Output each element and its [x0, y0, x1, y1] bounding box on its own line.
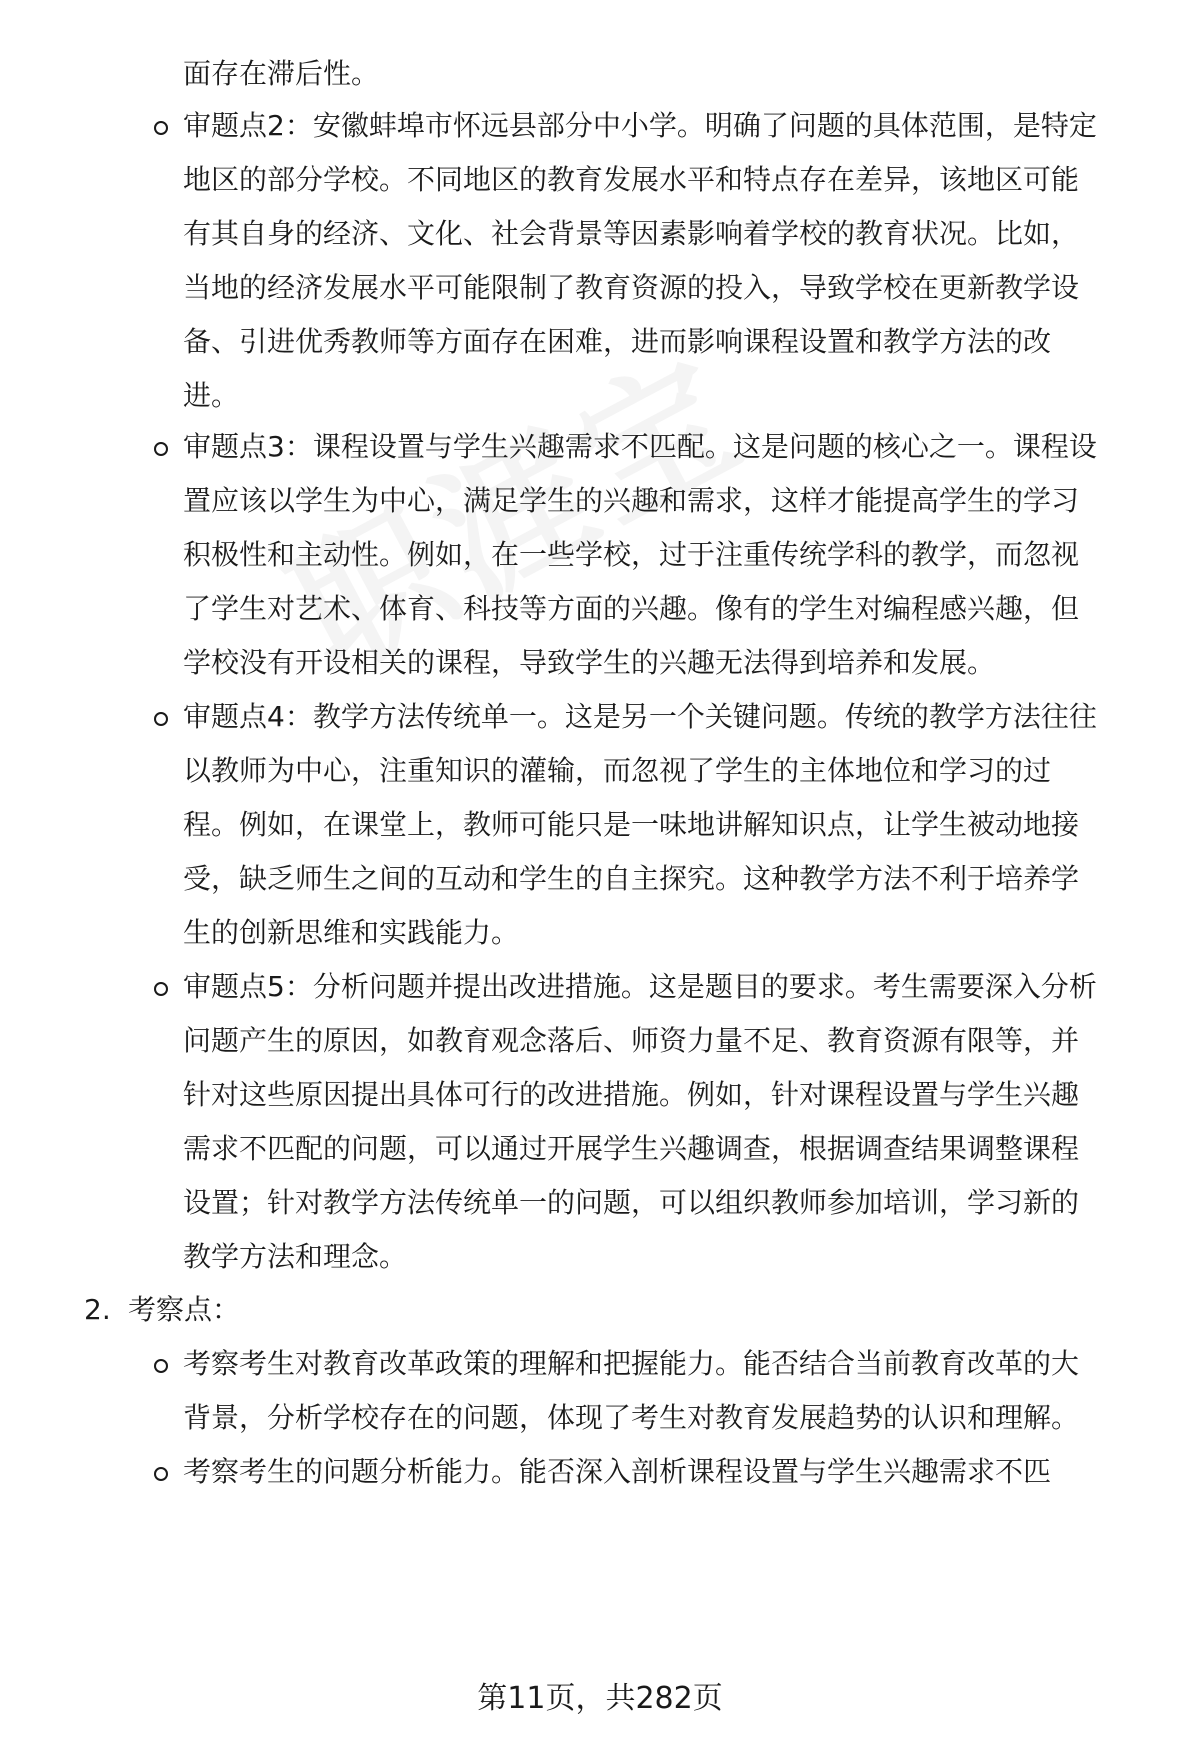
review-point-4-line-4: 受，缺乏师生之间的互动和学生的自主探究。这种教学方法不利于培养学	[183, 862, 1080, 895]
review-point-3-line-4: 了学生对艺术、体育、科技等方面的兴趣。像有的学生对编程感兴趣，但	[183, 592, 1080, 625]
review-point-5-line-5: 设置；针对教学方法传统单一的问题，可以组织教师参加培训，学习新的	[183, 1186, 1080, 1219]
review-point-2-line-5: 备、引进优秀教师等方面存在困难，进而影响课程设置和教学方法的改	[183, 325, 1052, 358]
review-point-3-line-2: 置应该以学生为中心，满足学生的兴趣和需求，这样才能提高学生的学习	[183, 484, 1080, 517]
review-point-5-line-4: 需求不匹配的问题，可以通过开展学生兴趣调查，根据调查结果调整课程	[183, 1132, 1080, 1165]
review-point-4-line-5: 生的创新思维和实践能力。	[183, 916, 520, 949]
review-point-2-line-4: 当地的经济发展水平可能限制了教育资源的投入，导致学校在更新教学设	[183, 271, 1080, 304]
review-point-5-line-2: 问题产生的原因，如教育观念落后、师资力量不足、教育资源有限等，并	[183, 1024, 1080, 1057]
section-number: 2.	[84, 1293, 111, 1326]
bullet-circle-icon	[154, 712, 168, 726]
bullet-circle-icon	[154, 442, 168, 456]
review-point-5-line-6: 教学方法和理念。	[183, 1240, 408, 1273]
section-title: 考察点：	[128, 1293, 241, 1326]
review-point-2-line-3: 有其自身的经济、文化、社会背景等因素影响着学校的教育状况。比如，	[183, 217, 1080, 250]
review-point-3-line-1: 审题点3：课程设置与学生兴趣需求不匹配。这是问题的核心之一。课程设	[183, 430, 1097, 463]
review-point-3-line-3: 积极性和主动性。例如，在一些学校，过于注重传统学科的教学，而忽视	[183, 538, 1080, 571]
review-point-4-line-1: 审题点4：教学方法传统单一。这是另一个关键问题。传统的教学方法往往	[183, 700, 1097, 733]
review-point-2-line-6: 进。	[183, 379, 240, 412]
page-footer-number: 第11页，共282页	[477, 1681, 723, 1716]
bullet-circle-icon	[154, 121, 168, 135]
review-point-3-line-5: 学校没有开设相关的课程，导致学生的兴趣无法得到培养和发展。	[183, 646, 996, 679]
bullet-circle-icon	[154, 1467, 168, 1481]
review-point-5-line-3: 针对这些原因提出具体可行的改进措施。例如，针对课程设置与学生兴趣	[183, 1078, 1080, 1111]
assessment-point-1-line-1: 考察考生对教育改革政策的理解和把握能力。能否结合当前教育改革的大	[183, 1347, 1080, 1380]
review-point-2-line-1: 审题点2：安徽蚌埠市怀远县部分中小学。明确了问题的具体范围，是特定	[183, 109, 1097, 142]
assessment-point-2-line-1: 考察考生的问题分析能力。能否深入剖析课程设置与学生兴趣需求不匹	[183, 1455, 1052, 1488]
bullet-circle-icon	[154, 1359, 168, 1373]
review-point-4-line-3: 程。例如，在课堂上，教师可能只是一味地讲解知识点，让学生被动地接	[183, 808, 1080, 841]
review-point-4-line-2: 以教师为中心，注重知识的灌输，而忽视了学生的主体地位和学习的过	[183, 754, 1052, 787]
assessment-point-1-line-2: 背景，分析学校存在的问题，体现了考生对教育发展趋势的认识和理解。	[183, 1401, 1080, 1434]
bullet-circle-icon	[154, 982, 168, 996]
continued-text-line: 面存在滞后性。	[183, 57, 380, 90]
review-point-2-line-2: 地区的部分学校。不同地区的教育发展水平和特点存在差异，该地区可能	[183, 163, 1080, 196]
review-point-5-line-1: 审题点5：分析问题并提出改进措施。这是题目的要求。考生需要深入分析	[183, 970, 1097, 1003]
